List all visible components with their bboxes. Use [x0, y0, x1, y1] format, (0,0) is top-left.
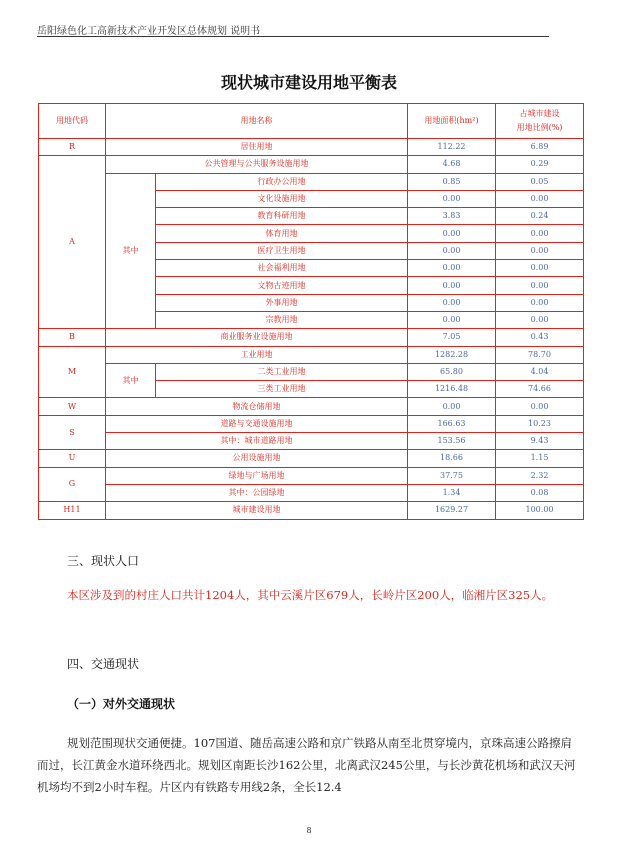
- header-code: 用地代码: [39, 104, 106, 139]
- row-ratio: 74.66: [496, 381, 584, 398]
- land-use-table: [38, 103, 584, 520]
- table-row: [39, 173, 584, 190]
- row-ratio: 0.08: [496, 484, 584, 501]
- row-code: M: [39, 346, 106, 398]
- table-row: [39, 450, 584, 467]
- row-area: 18.66: [408, 450, 496, 467]
- row-code: R: [39, 139, 106, 156]
- row-code: W: [39, 398, 106, 415]
- row-area: 3.83: [408, 208, 496, 225]
- row-name: 绿地与广场用地: [106, 467, 408, 484]
- row-name: 体育用地: [156, 225, 408, 242]
- row-ratio: 0.00: [496, 242, 584, 259]
- row-ratio: 0.29: [496, 156, 584, 173]
- row-area: 0.00: [408, 294, 496, 311]
- row-name: 外事用地: [156, 294, 408, 311]
- row-name: 公共管理与公共服务设施用地: [106, 156, 408, 173]
- row-ratio: 100.00: [496, 502, 584, 519]
- table-row: [39, 329, 584, 346]
- row-name: 行政办公用地: [156, 173, 408, 190]
- row-name: 商业服务业设施用地: [106, 329, 408, 346]
- population-heading: 三、现状人口: [67, 554, 140, 568]
- row-area: 1282.28: [408, 346, 496, 363]
- row-ratio: 2.32: [496, 467, 584, 484]
- row-code: B: [39, 329, 106, 346]
- row-ratio: 4.04: [496, 363, 584, 380]
- row-area: 0.00: [408, 260, 496, 277]
- external-traffic-heading: （一）对外交通现状: [67, 697, 176, 711]
- row-ratio: 9.43: [496, 433, 584, 450]
- page-number: 8: [306, 826, 312, 835]
- table-row: [39, 363, 584, 380]
- table-row: [39, 346, 584, 363]
- population-text: 本区涉及到的村庄人口共计1204人，其中云溪片区679人，长岭片区200人，临湘片区325人。: [67, 588, 554, 602]
- row-area: 0.85: [408, 173, 496, 190]
- row-ratio: 0.24: [496, 208, 584, 225]
- row-ratio: 0.00: [496, 294, 584, 311]
- row-name: 文物古迹用地: [156, 277, 408, 294]
- row-name: 三类工业用地: [156, 381, 408, 398]
- row-area: 0.00: [408, 190, 496, 207]
- row-name: 文化设施用地: [156, 190, 408, 207]
- table-row: [39, 467, 584, 484]
- row-ratio: 0.43: [496, 329, 584, 346]
- row-area: 153.56: [408, 433, 496, 450]
- row-name: 道路与交通设施用地: [106, 415, 408, 432]
- table-row: [39, 398, 584, 415]
- row-ratio: 78.70: [496, 346, 584, 363]
- row-area: 112.22: [408, 139, 496, 156]
- row-area: 1.34: [408, 484, 496, 501]
- row-ratio: 0.00: [496, 277, 584, 294]
- row-area: 37.75: [408, 467, 496, 484]
- row-code: U: [39, 450, 106, 467]
- table-row: [39, 502, 584, 519]
- header-rule: [37, 36, 549, 37]
- table-row: [39, 415, 584, 432]
- row-area: 4.68: [408, 156, 496, 173]
- table-row: [39, 139, 584, 156]
- row-code: H11: [39, 502, 106, 519]
- header-area: 用地面积(hm²): [408, 104, 496, 139]
- row-area: 0.00: [408, 277, 496, 294]
- row-code: G: [39, 467, 106, 502]
- row-ratio: 0.00: [496, 311, 584, 328]
- row-ratio: 0.00: [496, 225, 584, 242]
- row-name: 宗教用地: [156, 311, 408, 328]
- row-name: 医疗卫生用地: [156, 242, 408, 259]
- row-name: 二类工业用地: [156, 363, 408, 380]
- row-area: 0.00: [408, 225, 496, 242]
- row-ratio: 6.89: [496, 139, 584, 156]
- header-ratio-line1: 占城市建设: [519, 109, 560, 118]
- row-name: 工业用地: [106, 346, 408, 363]
- document-header: 岳阳绿色化工高新技术产业开发区总体规划 说明书: [37, 26, 261, 37]
- table-header-row: [39, 104, 584, 139]
- row-code: A: [39, 156, 106, 329]
- header-ratio: [496, 104, 584, 139]
- row-area: 0.00: [408, 242, 496, 259]
- external-traffic-paragraph: [37, 732, 577, 798]
- table-row: [39, 484, 584, 501]
- row-name: 城市建设用地: [106, 502, 408, 519]
- row-name: 物流仓储用地: [106, 398, 408, 415]
- table-row: [39, 156, 584, 173]
- row-ratio: 0.00: [496, 260, 584, 277]
- row-code: S: [39, 415, 106, 450]
- row-area: 0.00: [408, 398, 496, 415]
- header-ratio-line2: 用地比例(%): [516, 123, 563, 132]
- row-name: 教育科研用地: [156, 208, 408, 225]
- row-area: 0.00: [408, 311, 496, 328]
- subgroup-label: 其中: [106, 363, 156, 398]
- row-ratio: 10.23: [496, 415, 584, 432]
- row-area: 166.63: [408, 415, 496, 432]
- row-name: 其中：城市道路用地: [106, 433, 408, 450]
- row-name: 其中：公园绿地: [106, 484, 408, 501]
- row-name: 居住用地: [106, 139, 408, 156]
- row-name: 社会福利用地: [156, 260, 408, 277]
- table-title: 现状城市建设用地平衡表: [220, 73, 397, 92]
- row-area: 65.80: [408, 363, 496, 380]
- population-paragraph: [37, 584, 577, 606]
- row-ratio: 0.00: [496, 190, 584, 207]
- subgroup-label: 其中: [106, 173, 156, 329]
- table-row: [39, 433, 584, 450]
- external-traffic-text: 规划范围现状交通便捷。107国道、随岳高速公路和京广铁路从南至北贯穿境内，京珠高速公路擦肩而过，长江黄金水道环绕西北。规划区南距长沙162公里，北离武汉245公里，与长沙黄花机场和武汉天河机场均不到2小时车程。片区内有铁路专用线2条，全长12.4: [37, 736, 576, 794]
- row-area: 7.05: [408, 329, 496, 346]
- row-ratio: 0.00: [496, 398, 584, 415]
- header-name: 用地名称: [106, 104, 408, 139]
- row-ratio: 1.15: [496, 450, 584, 467]
- row-area: 1629.27: [408, 502, 496, 519]
- traffic-heading: 四、交通现状: [67, 657, 140, 671]
- row-ratio: 0.05: [496, 173, 584, 190]
- row-name: 公用设施用地: [106, 450, 408, 467]
- row-area: 1216.48: [408, 381, 496, 398]
